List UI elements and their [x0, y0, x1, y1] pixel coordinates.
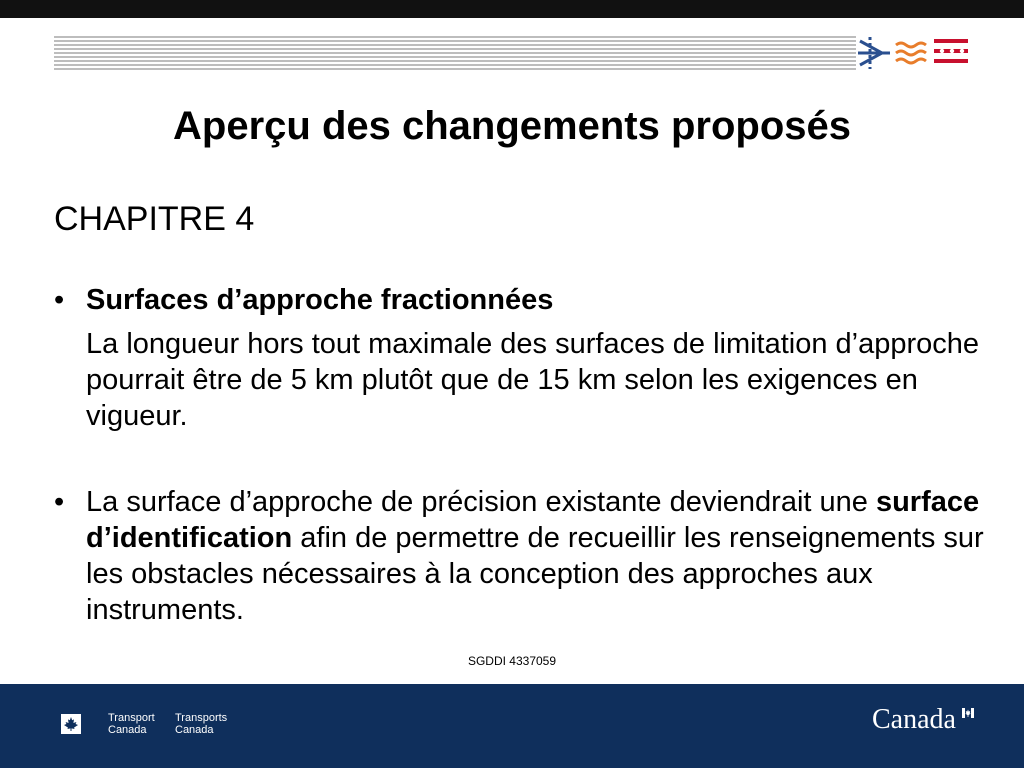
bullet-item — [54, 484, 994, 628]
transport-modes-logo-icon — [856, 33, 972, 73]
top-bar — [0, 0, 1024, 18]
department-fr-line1: Transports — [175, 712, 228, 724]
bullet-text-after: afin de permettre de recueillir les renseignements sur les obstacles nécessaires à la conception des approches aux instruments. — [86, 522, 984, 626]
department-name-en — [108, 712, 155, 736]
canada-wordmark: Canada — [872, 704, 956, 735]
header-stripes — [54, 36, 968, 70]
bullet-text-bold: surface d’identification — [86, 486, 980, 554]
document-number: SGDDI 4337059 — [467, 654, 557, 668]
bullet-text-before: La surface d’approche de précision existante deviendrait une — [86, 486, 876, 518]
bullet-list — [54, 282, 994, 628]
department-fr-line2: Canada — [175, 724, 214, 736]
chapter-heading: CHAPITRE 4 — [54, 200, 255, 238]
bullet-glyph: • — [54, 486, 65, 518]
bullet-item — [54, 282, 994, 434]
wordmark-flag-icon — [962, 708, 974, 718]
bullet-glyph: • — [54, 284, 65, 316]
department-name-fr — [175, 712, 227, 736]
department-en-line1: Transport — [108, 712, 155, 724]
bullet-heading: Surfaces d’approche fractionnées — [86, 284, 554, 316]
department-en-line2: Canada — [108, 724, 147, 736]
bullet-body: La longueur hors tout maximale des surfaces de limitation d’approche pourrait être de 5 km plutôt que de 15 km selon les exigences en vigueur. — [86, 328, 980, 432]
slide-title: Aperçu des changements proposés — [173, 104, 851, 148]
canada-flag-icon — [51, 714, 91, 734]
